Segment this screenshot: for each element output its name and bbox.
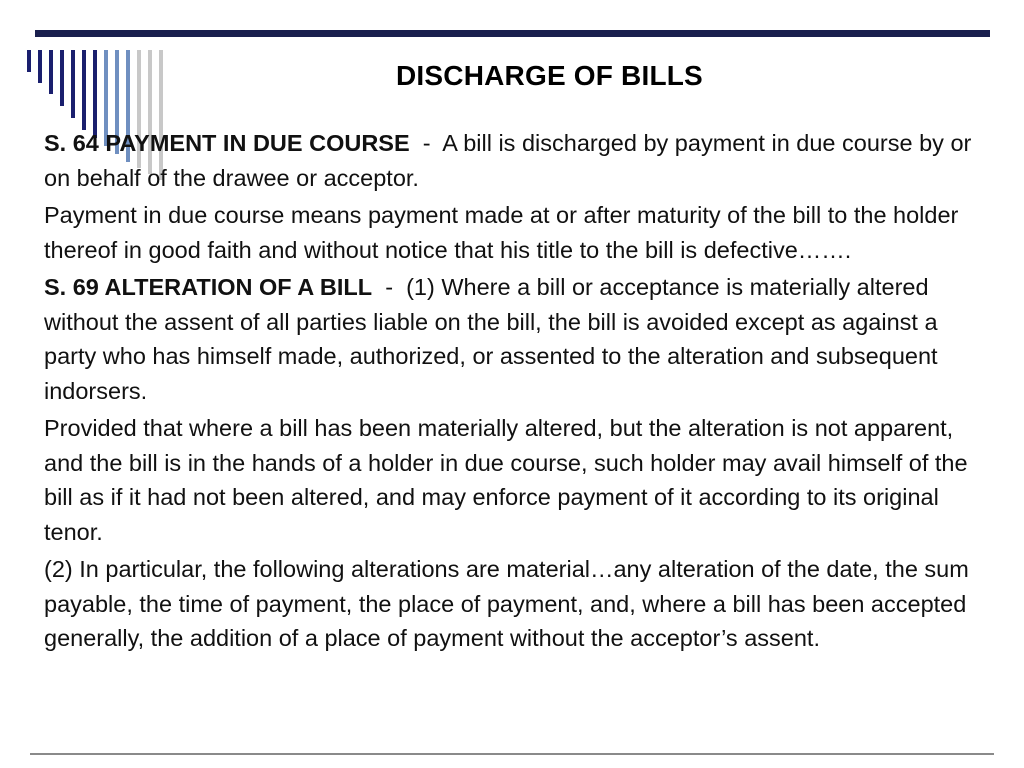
paragraph-s64 [44, 126, 979, 195]
paragraph-text: A bill is discharged by payment in due course by or on behalf of the drawee or acceptor. [44, 130, 972, 191]
paragraph-proviso [44, 411, 979, 549]
paragraph-text: (1) Where a bill or acceptance is materially altered without the assent of all parties liable on the bill, the bill is avoided except as against a party who has himself made, authorized, or assented to the alteration and subsequent indorsers. [44, 274, 938, 404]
deco-bar [27, 50, 31, 72]
paragraph-text: (2) In particular, the following alterations are material…any alteration of the date, the sum payable, the time of payment, the place of payment, and, where a bill has been accepted generally, the addition of a place of payment without the acceptor’s assent. [44, 556, 969, 651]
paragraph-text: Provided that where a bill has been materially altered, but the alteration is not apparent, and the bill is in the hands of a holder in due course, such holder may avail himself of the bill as if it had not been altered, and may enforce payment of it according to its original tenor. [44, 415, 968, 545]
bottom-rule [30, 753, 994, 755]
deco-bar [82, 50, 86, 130]
section-heading-s64: S. 64 PAYMENT IN DUE COURSE [44, 130, 410, 156]
heading-separator: - [372, 274, 407, 300]
deco-bar [71, 50, 75, 118]
slide-body [44, 126, 979, 659]
deco-bar [60, 50, 64, 106]
deco-bar [38, 50, 42, 83]
heading-separator: - [409, 130, 443, 156]
deco-bar [93, 50, 97, 138]
section-heading-s69: S. 69 ALTERATION OF A BILL [44, 274, 373, 300]
paragraph-s69 [44, 270, 979, 408]
deco-bar [49, 50, 53, 94]
slide-title: DISCHARGE OF BILLS [396, 60, 703, 91]
paragraph-material-alterations [44, 552, 979, 656]
paragraph-text: Payment in due course means payment made at or after maturity of the bill to the holder thereof in good faith and without notice that his title to the bill is defective……. [44, 202, 959, 263]
paragraph-payment-definition [44, 198, 979, 267]
